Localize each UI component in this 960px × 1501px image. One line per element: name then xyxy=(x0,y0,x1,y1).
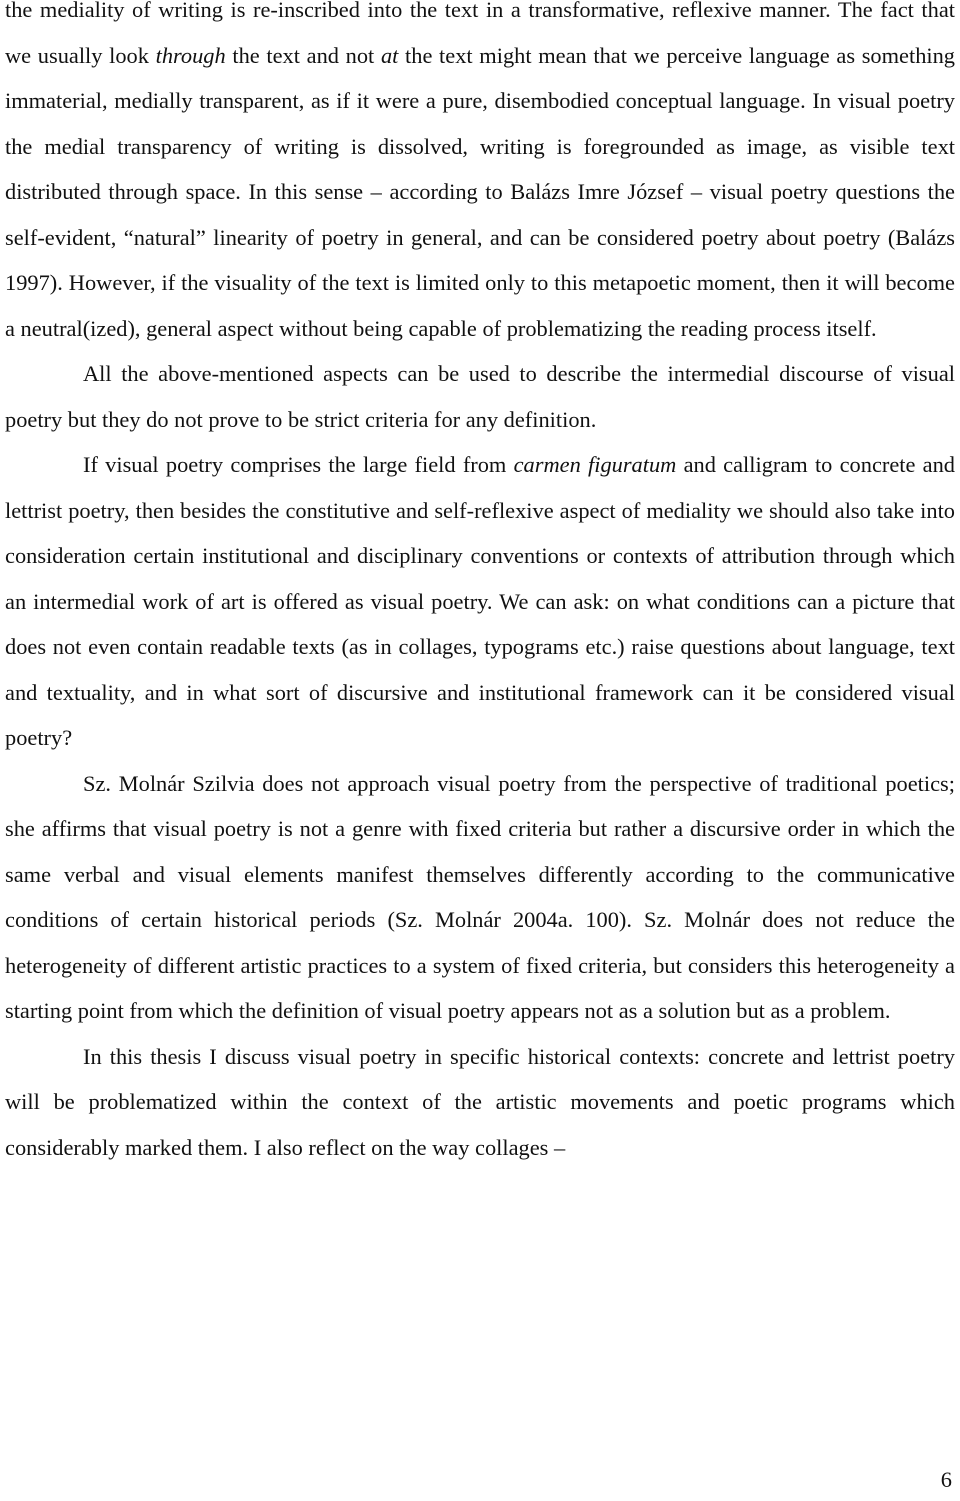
paragraph xyxy=(5,761,955,1034)
text-run: Sz. Molnár Szilvia does not approach visual poetry from the perspective of traditional poetics; she affirms that visual poetry is not a genre with fixed criteria but rather a discursive order in which the same verbal and visual elements manifest themselves differently according to the communicative conditions of certain historical periods (Sz. Molnár 2004a. 100). Sz. Molnár does not reduce the heterogeneity of different artistic practices to a system of fixed criteria, but considers this heterogeneity a starting point from which the definition of visual poetry appears not as a solution but as a problem. xyxy=(5,770,955,1023)
text-run: In this thesis I discuss visual poetry in specific historical contexts: concrete and lettrist poetry will be problematized within the context of the artistic movements and poetic programs which considerably marked them. I also reflect on the way collages – xyxy=(5,1043,955,1160)
text-run: the mediality of writing is re-inscribed into the text in a transformative, reflexive manner. The fact that we usually look xyxy=(5,0,955,68)
paragraph xyxy=(5,1034,955,1171)
page-number: 6 xyxy=(940,1467,952,1492)
body-text xyxy=(5,0,955,1170)
italic-text-run: through xyxy=(155,42,226,68)
text-run: the text might mean that we perceive language as something immaterial, medially transparent, as if it were a pure, disembodied conceptual language. In visual poetry the medial transparency of writing is dissolved, writing is foregrounded as image, as visible text distributed through space. In this sense – according to Balázs Imre József – visual poetry questions the self-evident, “natural” linearity of poetry in general, and can be considered poetry about poetry (Balázs 1997). However, if the visuality of the text is limited only to this metapoetic moment, then it will become a neutral(ized), general aspect without being capable of problematizing the reading process itself. xyxy=(5,42,956,341)
text-run: All the above-mentioned aspects can be used to describe the intermedial discourse of visual poetry but they do not prove to be strict criteria for any definition. xyxy=(5,361,955,432)
paragraph xyxy=(5,442,955,761)
text-run: and calligram to concrete and lettrist poetry, then besides the constitutive and self-reflexive aspect of mediality we should also take into consideration certain institutional and disciplinary conventions or contexts of attribution through which an intermedial work of art is offered as visual poetry. We can ask: on what conditions can a picture that does not even contain readable texts (as in collages, typograms etc.) raise questions about language, text and textuality, and in what sort of discursive and institutional framework can it be considered visual poetry? xyxy=(5,452,956,750)
text-run: If visual poetry comprises the large field from xyxy=(83,452,514,477)
document-page xyxy=(5,0,955,1170)
italic-text-run: carmen figuratum xyxy=(513,452,677,477)
paragraph xyxy=(5,0,955,351)
paragraph xyxy=(5,351,955,442)
italic-text-run: at xyxy=(380,42,399,68)
text-run: the text and not xyxy=(225,42,381,68)
